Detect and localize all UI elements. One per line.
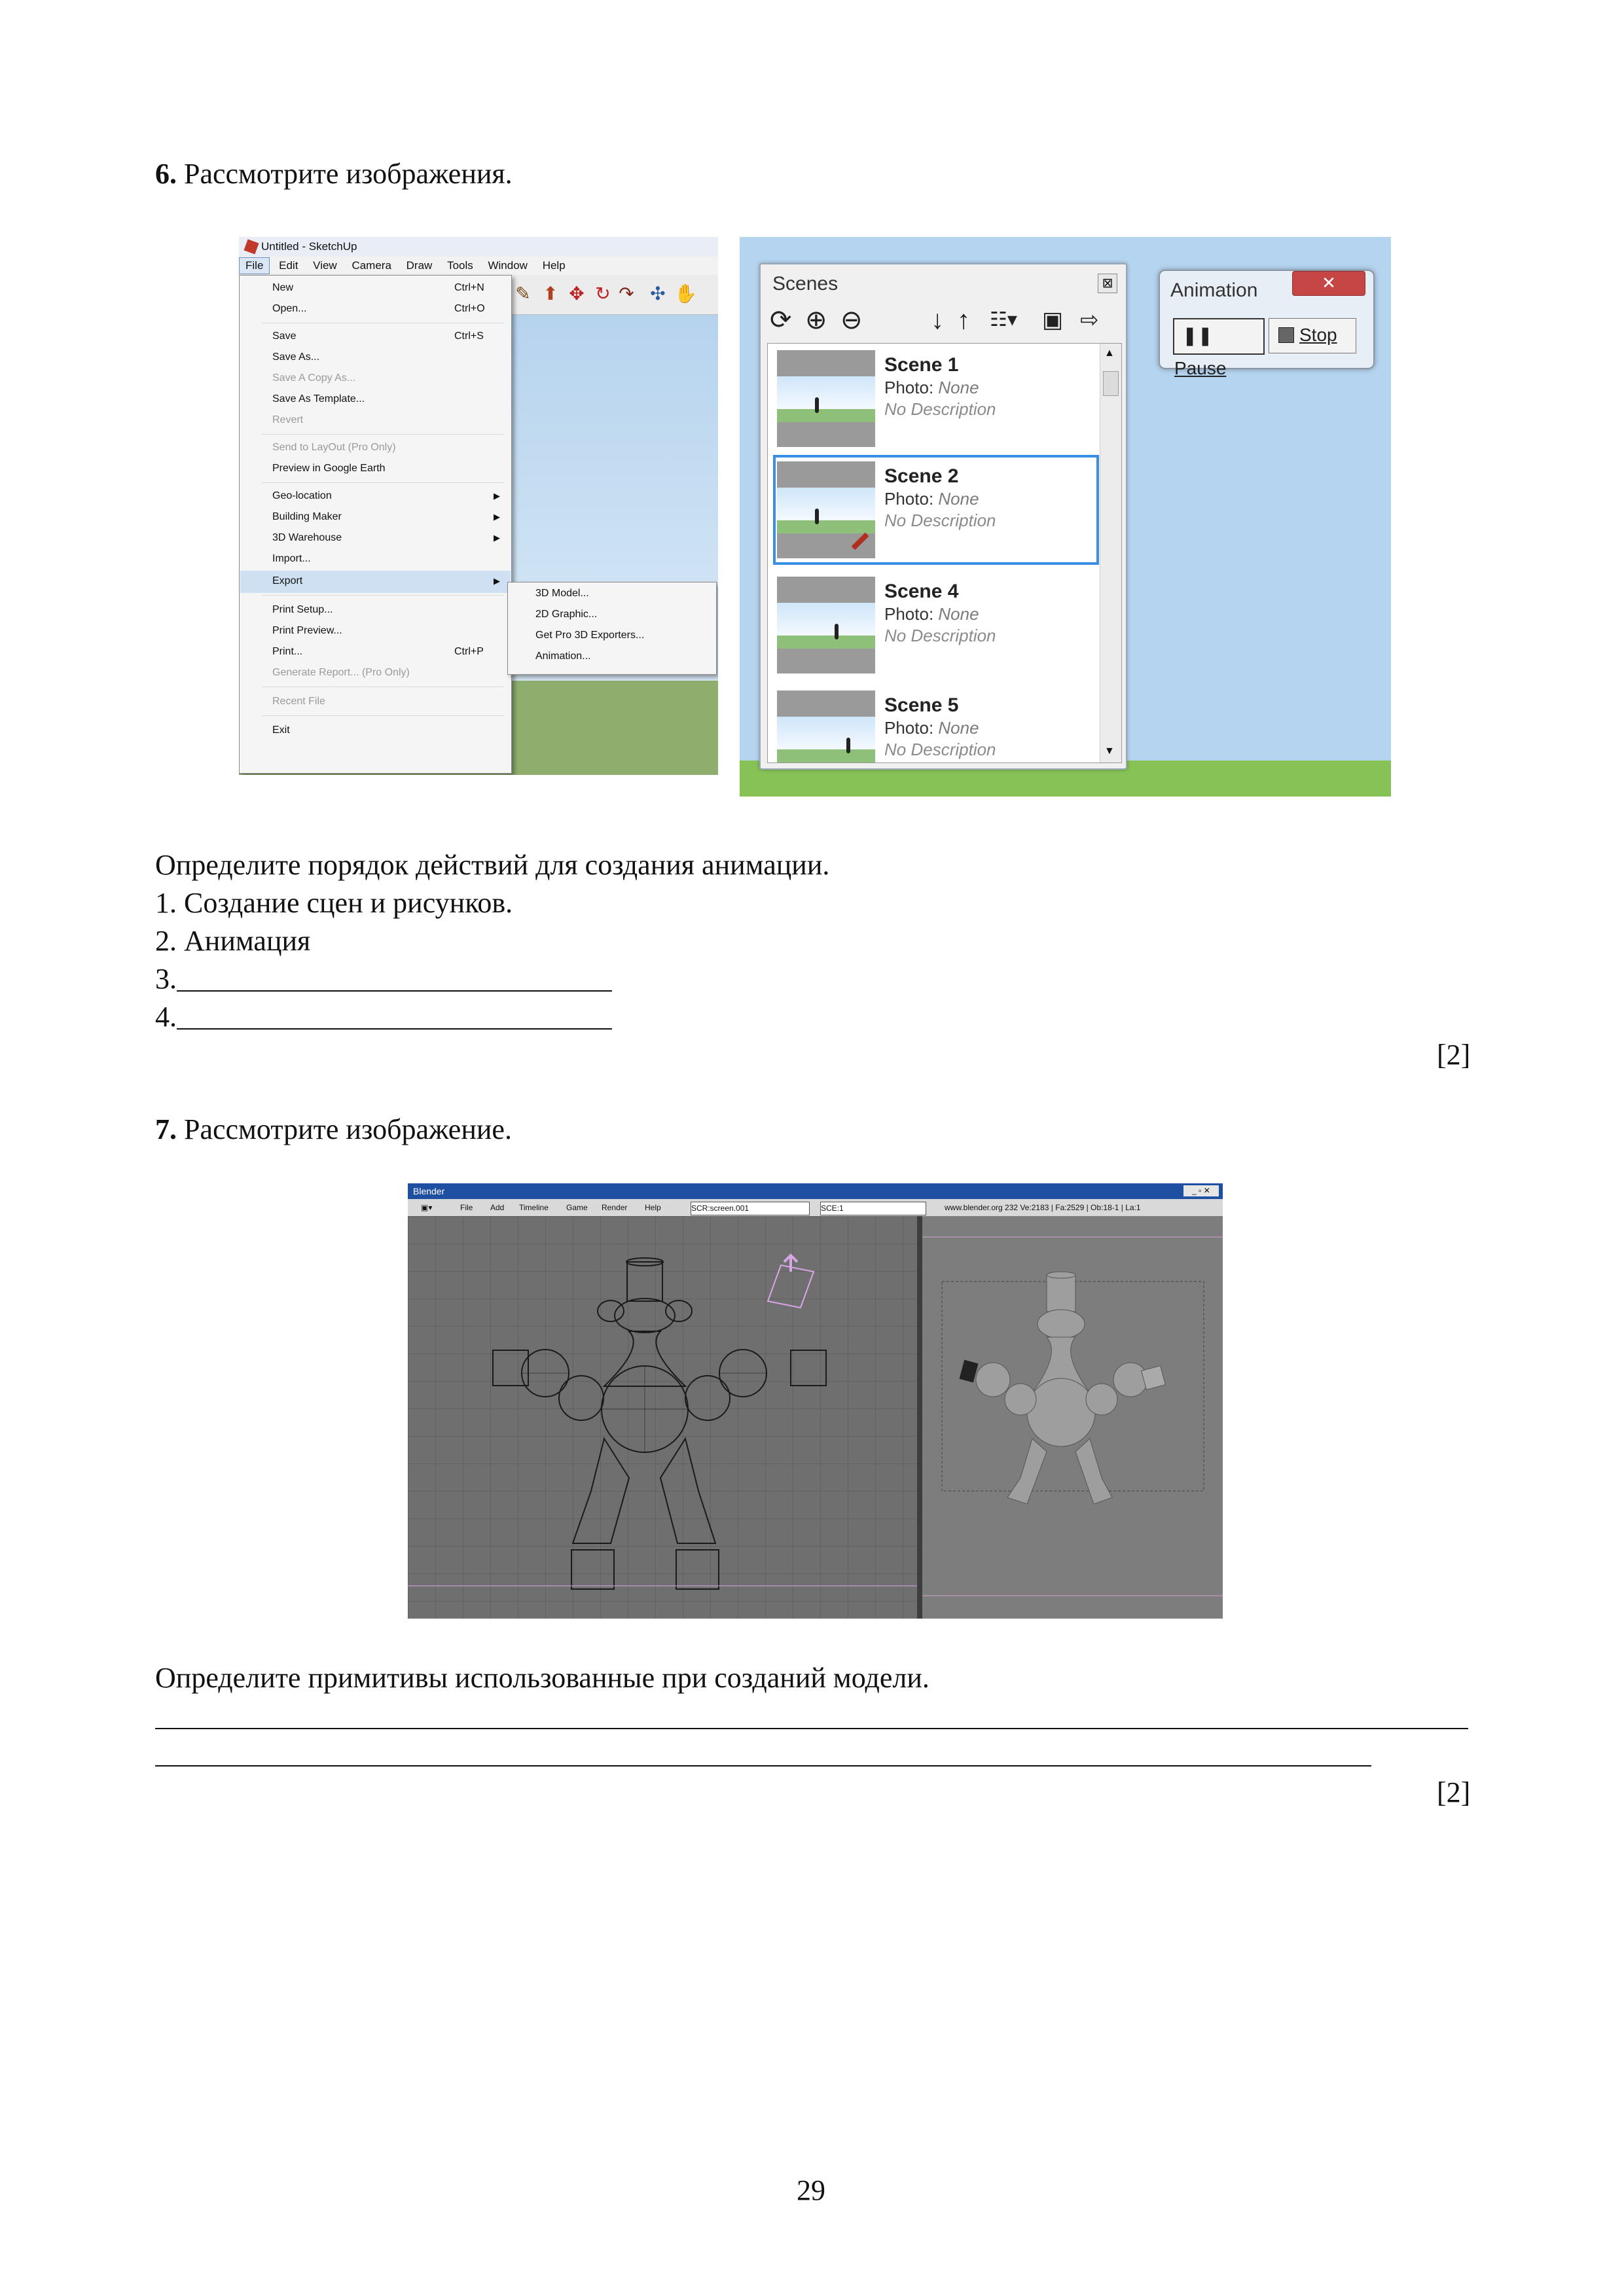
follow-me-icon[interactable]: ↷ [619, 283, 634, 304]
animation-panel [1159, 270, 1375, 378]
menu-item-open[interactable]: Open... [272, 303, 307, 314]
step-4: 4. [155, 998, 612, 1036]
answer-line[interactable] [155, 1765, 1371, 1767]
question-number: 6. [155, 158, 177, 190]
menu-separator [262, 482, 504, 483]
scenes-screenshot [740, 237, 1391, 797]
window-title: Blender [413, 1186, 445, 1196]
menu-timeline[interactable]: Timeline [519, 1203, 549, 1212]
scene-name: Scene 2 [884, 465, 959, 487]
menu-separator [262, 715, 504, 716]
menu-item-export[interactable]: Export [272, 575, 303, 586]
add-scene-icon[interactable]: ⊕ [805, 306, 827, 334]
stats-readout: www.blender.org 232 Ve:2183 | Fa:2529 | Ob:18-1 | La:1 [945, 1203, 1141, 1212]
menu-item-recent-file: Recent File [272, 696, 325, 707]
scenes-panel [759, 263, 1127, 770]
answer-line[interactable] [155, 1728, 1468, 1729]
shortcut-print: Ctrl+P [454, 646, 484, 657]
pause-button[interactable]: ❚❚Pause [1173, 318, 1265, 355]
export-submenu [507, 582, 717, 675]
menu-help[interactable]: Help [542, 259, 566, 272]
list-item[interactable] [773, 570, 1094, 675]
menu-file[interactable]: File [460, 1203, 473, 1212]
menu-item-revert: Revert [272, 414, 304, 425]
file-menu [239, 275, 512, 774]
menu-item-save[interactable]: Save [272, 331, 297, 342]
remove-scene-icon[interactable]: ⊖ [840, 306, 863, 334]
menu-edit[interactable]: Edit [279, 259, 298, 272]
scenes-toolbar [767, 301, 1118, 340]
scene-name: Scene 4 [884, 581, 959, 602]
menu-item-geo-location[interactable]: Geo-location [272, 490, 332, 501]
animation-panel-title: Animation [1170, 279, 1258, 301]
score-mark: [2] [1437, 1039, 1471, 1071]
list-item-selected[interactable] [773, 455, 1099, 565]
export-3d-model[interactable]: 3D Model... [535, 588, 589, 599]
submenu-arrow-icon: ▶ [494, 491, 500, 501]
answer-line[interactable] [177, 998, 612, 1030]
score-mark: [2] [1437, 1776, 1471, 1808]
export-2d-graphic[interactable]: 2D Graphic... [535, 609, 598, 620]
list-item[interactable] [773, 684, 1094, 763]
scene-thumbnail [777, 577, 875, 673]
menu-item-send-layout: Send to LayOut (Pro Only) [272, 442, 396, 453]
question-number: 7. [155, 1113, 177, 1145]
menu-item-new[interactable]: New [272, 282, 294, 293]
question-prompt: Рассмотрите изображения. [184, 158, 513, 190]
paint-bucket-icon[interactable]: ✎ [515, 283, 531, 304]
export-get-pro[interactable]: Get Pro 3D Exporters... [535, 630, 645, 641]
question-prompt: Рассмотрите изображение. [184, 1113, 512, 1145]
shortcut-open: Ctrl+O [454, 303, 485, 314]
menu-item-save-copy: Save A Copy As... [272, 372, 356, 384]
scene-name: Scene 1 [884, 354, 959, 376]
menu-camera[interactable]: Camera [352, 259, 391, 272]
window-title-bar [408, 1183, 1223, 1199]
menu-bar [239, 257, 718, 276]
menu-add[interactable]: Add [490, 1203, 505, 1212]
menu-view[interactable]: View [313, 259, 337, 272]
scene-thumbnail [777, 461, 875, 558]
scenes-panel-title: Scenes [772, 273, 839, 295]
scene-photo: Photo: None [884, 604, 979, 624]
stop-icon [1278, 327, 1294, 343]
step-1: 1. Создание сцен и рисунков. [155, 887, 513, 919]
scroll-up-icon[interactable]: ▲ [1104, 348, 1115, 359]
shortcut-save: Ctrl+S [454, 331, 484, 342]
rotate-icon[interactable]: ↻ [595, 283, 611, 304]
question-6-heading [155, 155, 513, 193]
close-icon[interactable]: ⊠ [1098, 274, 1117, 293]
menu-item-save-template[interactable]: Save As Template... [272, 393, 365, 404]
sketchup-screenshot [239, 237, 718, 775]
scene-selector[interactable]: SCE:1 [820, 1202, 926, 1215]
pause-icon: ❚❚ [1182, 325, 1213, 346]
expand-icon[interactable]: ⇨ [1080, 308, 1099, 332]
list-item[interactable] [773, 344, 1094, 448]
shortcut-new: Ctrl+N [454, 282, 484, 293]
scene-description: No Description [884, 399, 996, 419]
scene-thumbnail [777, 350, 875, 447]
answer-line[interactable] [177, 960, 612, 992]
scene-description: No Description [884, 511, 996, 530]
viewport-divider[interactable] [917, 1216, 922, 1619]
wireframe-model [408, 1216, 917, 1619]
pan-icon[interactable]: ✋ [674, 283, 697, 304]
scene-description: No Description [884, 740, 996, 759]
screen-selector[interactable]: SCR:screen.001 [691, 1202, 810, 1215]
menu-help[interactable]: Help [645, 1203, 661, 1212]
menu-item-save-as[interactable]: Save As... [272, 351, 320, 363]
page-number: 29 [797, 2174, 825, 2206]
question-7-instruction: Определите примитивы использованные при созданий модели. [155, 1662, 929, 1694]
menu-tools[interactable]: Tools [447, 259, 473, 272]
render-viewport[interactable] [922, 1216, 1223, 1619]
question-7-heading [155, 1111, 512, 1149]
scene-thumbnail [777, 691, 875, 763]
menu-item-generate-report: Generate Report... (Pro Only) [272, 667, 410, 678]
stop-button[interactable]: Stop [1269, 318, 1356, 353]
sketchup-logo-icon [244, 239, 259, 254]
pushpull-icon[interactable]: ⬆ [543, 283, 558, 304]
close-icon[interactable]: ✕ [1292, 271, 1365, 296]
menu-separator [262, 595, 504, 596]
menu-item-print[interactable]: Print... [272, 646, 303, 657]
update-scene-icon[interactable]: ⟳ [770, 306, 792, 334]
menu-item-exit[interactable]: Exit [272, 725, 290, 736]
menu-item-import[interactable]: Import... [272, 553, 311, 564]
scene-name: Scene 5 [884, 694, 959, 716]
menu-item-3d-warehouse[interactable]: 3D Warehouse [272, 532, 342, 543]
rendered-model [922, 1216, 1223, 1619]
header-type-icon[interactable]: ▣▾ [421, 1203, 433, 1212]
menu-separator [262, 434, 504, 435]
menu-file[interactable]: File [239, 257, 270, 274]
step-3: 3. [155, 960, 612, 998]
step-2: 2. Анимация [155, 925, 311, 957]
blender-screenshot [408, 1183, 1223, 1619]
menu-item-print-setup[interactable]: Print Setup... [272, 604, 333, 615]
window-controls[interactable]: _ ▫ ✕ [1183, 1185, 1219, 1196]
view-options-icon[interactable]: ☷▾ [990, 309, 1017, 331]
menu-window[interactable]: Window [488, 259, 528, 272]
menu-item-building-maker[interactable]: Building Maker [272, 511, 342, 522]
menu-item-print-preview[interactable]: Print Preview... [272, 625, 342, 636]
scrollbar[interactable] [1100, 344, 1121, 762]
submenu-arrow-icon: ▶ [494, 533, 500, 543]
export-animation[interactable]: Animation... [535, 651, 591, 662]
menu-render[interactable]: Render [602, 1203, 628, 1212]
move-icon[interactable]: ✥ [569, 283, 585, 304]
window-title: Untitled - SketchUp [261, 240, 357, 253]
submenu-arrow-icon: ▶ [494, 512, 500, 522]
move-scene-down-icon[interactable]: ↓ [931, 306, 944, 334]
question-6-instruction: Определите порядок действий для создания анимации. [155, 849, 830, 881]
wireframe-viewport[interactable] [408, 1216, 917, 1619]
menu-draw[interactable]: Draw [406, 259, 433, 272]
submenu-arrow-icon: ▶ [494, 576, 500, 586]
orbit-icon[interactable]: ✣ [650, 283, 666, 304]
scene-photo: Photo: None [884, 489, 979, 509]
window-title-bar [239, 237, 718, 257]
show-hide-details-icon[interactable]: ▣ [1042, 308, 1064, 332]
scene-description: No Description [884, 626, 996, 645]
scroll-down-icon[interactable]: ▼ [1104, 745, 1115, 757]
scenes-list [767, 343, 1122, 763]
move-scene-up-icon[interactable]: ↑ [957, 306, 970, 334]
scene-photo: Photo: None [884, 378, 979, 397]
toolbar [511, 275, 718, 315]
scrollbar-thumb[interactable] [1103, 371, 1119, 396]
menu-item-preview-earth[interactable]: Preview in Google Earth [272, 463, 386, 474]
menu-game[interactable]: Game [566, 1203, 588, 1212]
scene-photo: Photo: None [884, 718, 979, 738]
